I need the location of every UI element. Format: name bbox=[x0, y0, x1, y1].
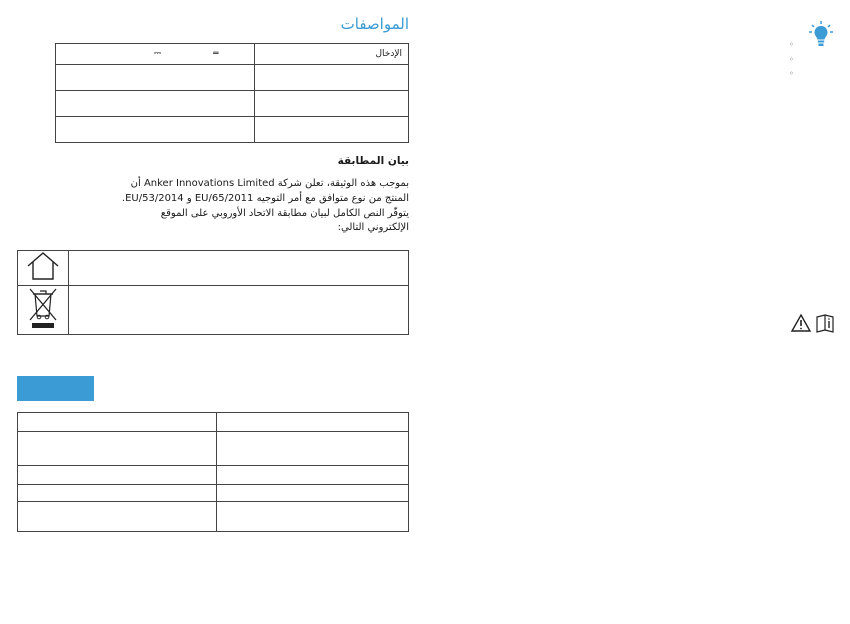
house-icon bbox=[18, 251, 69, 286]
conformity-line-2: المنتج من نوع متوافق مع أمر التوجيه EU/65/2011 و EU/53/2014. bbox=[121, 193, 409, 204]
table-cell bbox=[56, 91, 255, 117]
table-cell bbox=[69, 286, 409, 335]
info-table bbox=[17, 412, 409, 532]
table-cell bbox=[18, 466, 217, 485]
table-row bbox=[18, 466, 409, 485]
bullet-marker: ◦ bbox=[789, 40, 794, 49]
table-cell bbox=[217, 432, 409, 466]
specifications-table bbox=[55, 43, 409, 143]
table-cell bbox=[217, 502, 409, 532]
warning-icons bbox=[791, 313, 837, 337]
table-cell bbox=[56, 117, 255, 143]
section-header-block bbox=[17, 376, 94, 401]
table-row bbox=[18, 286, 409, 335]
table-row bbox=[56, 65, 409, 91]
conformity-heading: بيان المطابقة bbox=[337, 155, 409, 167]
table-cell bbox=[18, 432, 217, 466]
dc-current-symbol: ⎓ bbox=[154, 49, 161, 59]
equal-symbol: ═ bbox=[213, 49, 219, 59]
table-cell bbox=[18, 502, 217, 532]
table-row bbox=[56, 91, 409, 117]
table-cell bbox=[255, 117, 409, 143]
table-cell: الإدخال bbox=[255, 44, 409, 65]
table-cell bbox=[18, 485, 217, 502]
section-title: المواصفات bbox=[340, 15, 409, 33]
table-cell bbox=[18, 413, 217, 432]
table-cell bbox=[255, 91, 409, 117]
table-cell bbox=[69, 251, 409, 286]
conformity-line-1: بموجب هذه الوثيقة، تعلن شركة Anker Innovations Limited أن bbox=[130, 178, 409, 189]
table-row bbox=[56, 117, 409, 143]
table-cell bbox=[56, 44, 255, 65]
table-row bbox=[18, 485, 409, 502]
table-cell bbox=[56, 65, 255, 91]
table-cell bbox=[217, 413, 409, 432]
table-row bbox=[18, 413, 409, 432]
table-cell bbox=[255, 65, 409, 91]
crossed-out-bin-icon bbox=[18, 286, 69, 335]
bullet-marker: ◦ bbox=[789, 55, 794, 64]
lightbulb-icon bbox=[809, 21, 833, 51]
table-row bbox=[18, 251, 409, 286]
table-cell bbox=[217, 466, 409, 485]
table-row bbox=[56, 44, 409, 65]
table-cell bbox=[217, 485, 409, 502]
manual-book-icon bbox=[817, 315, 833, 332]
disposal-icons-table bbox=[17, 250, 409, 335]
table-row bbox=[18, 502, 409, 532]
bullet-marker: ◦ bbox=[789, 69, 794, 78]
conformity-line-4: الإلكتروني التالي: bbox=[337, 222, 409, 233]
table-row bbox=[18, 432, 409, 466]
conformity-line-3: يتوفّر النص الكامل لبيان مطابقة الاتحاد الأوروبي على الموقع bbox=[160, 208, 409, 219]
